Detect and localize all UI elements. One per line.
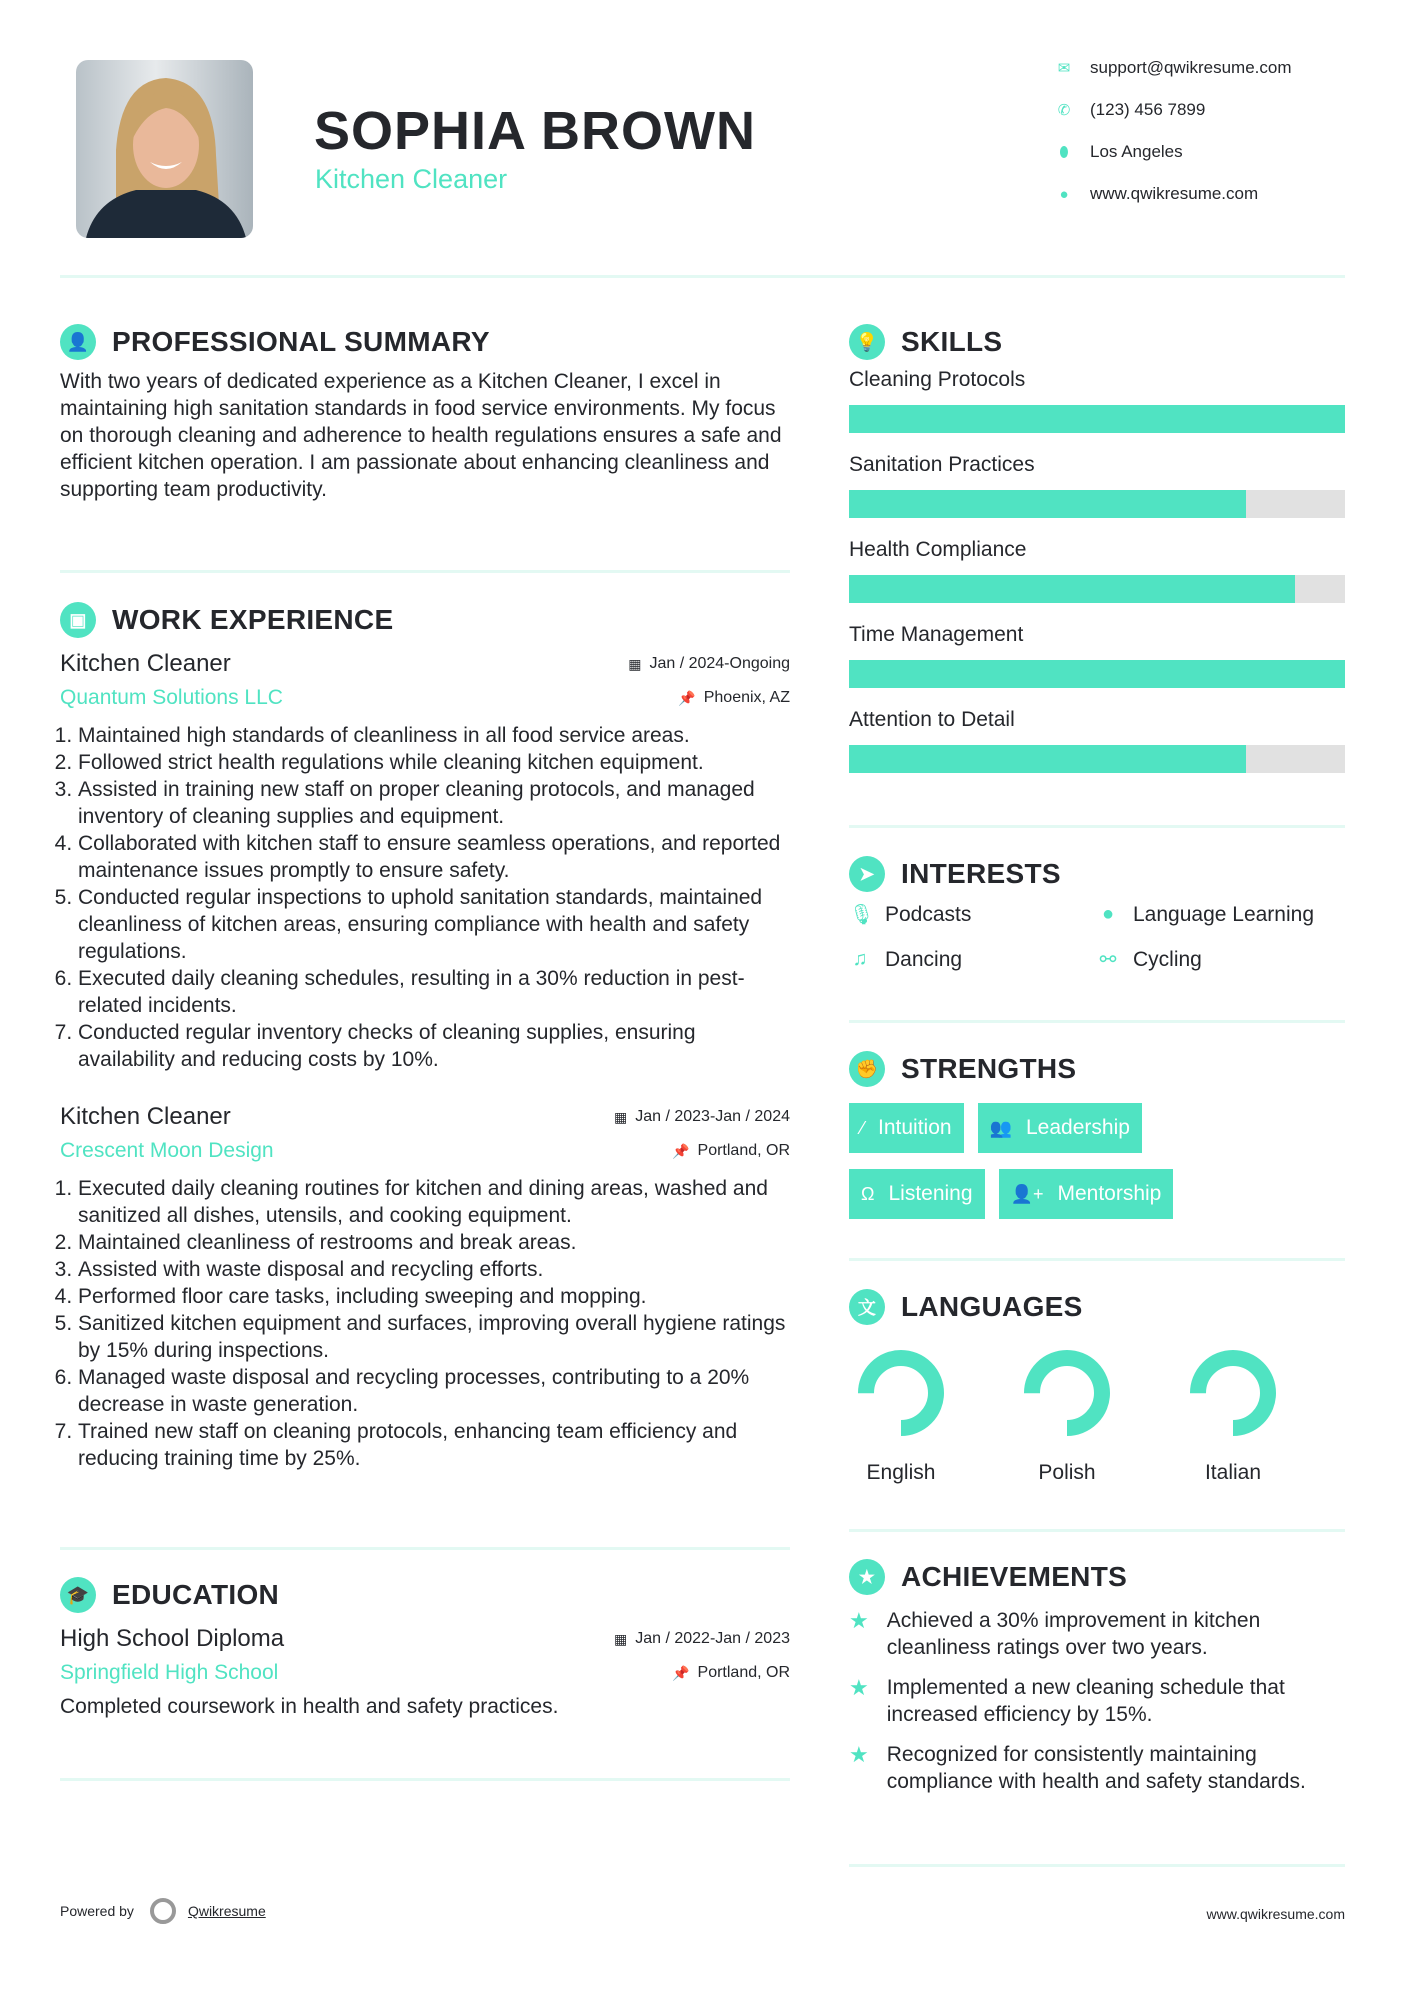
contact-text: Los Angeles: [1090, 142, 1183, 161]
map-pin-icon: ⬮: [1059, 143, 1069, 161]
language-ring-arc: [1032, 1358, 1102, 1428]
skill-item: [849, 453, 1345, 518]
language-name: Polish: [1038, 1461, 1096, 1484]
job-date: [614, 1108, 790, 1126]
job-location: [678, 689, 790, 707]
languages-section: [849, 1289, 1345, 1485]
calendar-icon: ▦: [613, 1630, 628, 1647]
skill-bar: [849, 405, 1345, 433]
interest-item: [1097, 947, 1345, 972]
qwikresume-logo-icon: [150, 1898, 176, 1924]
briefcase-icon: ▣: [60, 602, 96, 638]
skill-bar: [849, 575, 1345, 603]
language-icon: 文: [849, 1289, 885, 1325]
section-divider: [849, 1258, 1345, 1261]
contact-text: (123) 456 7899: [1090, 100, 1206, 119]
section-header: [60, 602, 790, 638]
company-name: Quantum Solutions LLC: [60, 686, 283, 709]
globe-icon: ●: [1101, 903, 1115, 925]
strength-tag: [849, 1169, 985, 1219]
language-ring: [851, 1343, 951, 1443]
list-item: 7. Trained new staff on cleaning protocols, enhancing team efficiency and reducing training time by 25%.: [78, 1418, 790, 1472]
section-title: STRENGTHS: [901, 1053, 1077, 1084]
contact-text: support@qwikresume.com: [1090, 58, 1292, 77]
language-name: English: [866, 1461, 936, 1484]
microphone-icon: 🎙: [849, 904, 875, 926]
skill-bar: [849, 490, 1345, 518]
graduation-icon: 🎓: [60, 1577, 96, 1613]
experience-section: [60, 602, 790, 1472]
skill-bar: [849, 660, 1345, 688]
achievement-item: [849, 1607, 1345, 1661]
company-name: Crescent Moon Design: [60, 1139, 274, 1162]
headphones-icon: Ω: [861, 1183, 875, 1204]
date-text: Jan / 2022-Jan / 2023: [635, 1630, 790, 1647]
pin-icon: 📌: [678, 689, 696, 706]
list-item: 2. Maintained cleanliness of restrooms and break areas.: [78, 1229, 790, 1256]
user-plus-icon: 👤+: [1010, 1183, 1044, 1204]
job-date: [628, 655, 790, 673]
date-text: Jan / 2024-Ongoing: [649, 655, 790, 672]
skill-item: [849, 538, 1345, 603]
powered-by-text: Powered by: [60, 1903, 134, 1919]
achievement-item: [849, 1741, 1345, 1795]
interest-item: [1097, 902, 1345, 927]
skill-name: Attention to Detail: [849, 708, 1015, 731]
tag-label: Intuition: [878, 1116, 952, 1139]
location-text: Phoenix, AZ: [703, 689, 790, 706]
contact-location: [1056, 142, 1183, 162]
section-header: [849, 1051, 1345, 1087]
tag-label: Leadership: [1026, 1116, 1130, 1139]
section-title: INTERESTS: [901, 858, 1061, 889]
location-text: Portland, OR: [697, 1142, 790, 1159]
skill-bar-fill: [849, 490, 1246, 518]
section-header: [849, 324, 1345, 360]
section-header: [60, 1577, 790, 1613]
skill-item: [849, 708, 1345, 773]
language-name: Italian: [1204, 1461, 1262, 1484]
section-title: PROFESSIONAL SUMMARY: [112, 326, 490, 357]
contact-website[interactable]: [1056, 184, 1258, 204]
language-item: [1002, 1343, 1132, 1485]
job-bullets: [60, 1175, 790, 1472]
skill-name: Health Compliance: [849, 538, 1027, 561]
interests-section: [849, 856, 1345, 972]
skill-bar-fill: [849, 660, 1345, 688]
job-location: [672, 1142, 790, 1160]
section-divider: [849, 1529, 1345, 1532]
language-ring-arc: [1198, 1358, 1268, 1428]
list-item: 7. Conducted regular inventory checks of cleaning supplies, ensuring availability and reducing costs by 10%.: [78, 1019, 790, 1073]
interest-label: Cycling: [1133, 947, 1202, 971]
section-divider: [849, 1864, 1345, 1867]
summary-text: With two years of dedicated experience as a Kitchen Cleaner, I excel in maintaining high sanitation standards in food service environments. My focus on thorough cleaning and adherence to health regulations ensures a safe and efficient kitchen operation. I am passionate about enhancing cleanliness and supporting team productivity.: [60, 370, 782, 501]
bicycle-icon: ⚯: [1099, 949, 1117, 971]
brand-link[interactable]: Qwikresume: [187, 1903, 266, 1919]
achievement-text: Achieved a 30% improvement in kitchen cleanliness ratings over two years.: [886, 1609, 1261, 1659]
skill-name: Sanitation Practices: [849, 453, 1035, 476]
list-item: 2. Followed strict health regulations while cleaning kitchen equipment.: [78, 749, 790, 776]
users-icon: 👥: [989, 1117, 1012, 1138]
footer-website[interactable]: www.qwikresume.com: [1206, 1906, 1345, 1922]
achievement-text: Recognized for consistently maintaining compliance with health and safety standards.: [886, 1743, 1306, 1793]
section-title: WORK EXPERIENCE: [112, 604, 394, 635]
fist-icon: ✊: [849, 1051, 885, 1087]
list-item: 3. Assisted in training new staff on proper cleaning protocols, and managed inventory of cleaning supplies and equipment.: [78, 776, 790, 830]
paper-plane-icon: ➤: [849, 856, 885, 892]
job-title: Kitchen Cleaner: [60, 650, 231, 677]
skill-bar-fill: [849, 575, 1295, 603]
section-divider: [60, 1547, 790, 1550]
section-title: ACHIEVEMENTS: [901, 1561, 1128, 1592]
skill-bar-fill: [849, 745, 1246, 773]
list-item: 4. Collaborated with kitchen staff to ensure seamless operations, and reported maintenance issues promptly to ensure safety.: [78, 830, 790, 884]
achievement-text: Implemented a new cleaning schedule that increased efficiency by 15%.: [886, 1676, 1285, 1726]
education-date: [614, 1630, 790, 1648]
language-ring-arc: [866, 1358, 936, 1428]
list-item: 4. Performed floor care tasks, including sweeping and mopping.: [78, 1283, 790, 1310]
list-item: 6. Managed waste disposal and recycling processes, contributing to a 20% decrease in waste generation.: [78, 1364, 790, 1418]
list-item: 1. Maintained high standards of cleanliness in all food service areas.: [78, 722, 790, 749]
date-text: Jan / 2023-Jan / 2024: [635, 1108, 790, 1125]
interest-item: [849, 947, 1097, 972]
strength-tag: [999, 1169, 1174, 1219]
job-entry: [60, 1103, 790, 1472]
section-title: SKILLS: [901, 326, 1003, 357]
strength-tag: [978, 1103, 1142, 1153]
location-text: Portland, OR: [697, 1664, 790, 1681]
tag-label: Listening: [888, 1182, 973, 1205]
section-divider: [849, 1020, 1345, 1023]
skill-item: [849, 623, 1345, 688]
section-header: [849, 1559, 1345, 1595]
star-icon: ★: [849, 1742, 869, 1767]
education-description: Completed coursework in health and safety practices.: [60, 1695, 559, 1718]
language-item: [836, 1343, 966, 1485]
achievements-section: [849, 1559, 1345, 1808]
interest-label: Language Learning: [1133, 902, 1315, 926]
education-section: [60, 1577, 790, 1720]
contact-phone[interactable]: [1056, 100, 1205, 120]
contact-text: www.qwikresume.com: [1090, 184, 1259, 203]
job-title: Kitchen Cleaner: [60, 1103, 231, 1130]
language-ring: [1017, 1343, 1117, 1443]
list-item: 5. Conducted regular inspections to uphold sanitation standards, maintained cleanliness of kitchen areas, ensuring compliance with health and safety regulations.: [78, 884, 790, 965]
calendar-icon: ▦: [628, 655, 642, 672]
job-entry: [60, 650, 790, 1073]
globe-icon: ●: [1059, 185, 1069, 203]
section-divider: [849, 825, 1345, 828]
language-item: [1168, 1343, 1298, 1485]
profile-photo: [76, 60, 253, 238]
skill-name: Time Management: [849, 623, 1024, 646]
magic-wand-icon: ⁄: [861, 1117, 865, 1138]
language-ring: [1183, 1343, 1283, 1443]
skill-bar-fill: [849, 405, 1345, 433]
school-name: Springfield High School: [60, 1661, 279, 1684]
section-title: EDUCATION: [112, 1579, 280, 1610]
contact-email[interactable]: [1056, 58, 1292, 78]
candidate-name: SOPHIA BROWN: [314, 101, 756, 161]
strength-tag: [849, 1103, 964, 1153]
pin-icon: 📌: [672, 1664, 690, 1681]
envelope-icon: ✉: [1057, 60, 1071, 77]
strengths-section: [849, 1051, 1345, 1219]
list-item: 3. Assisted with waste disposal and recycling efforts.: [78, 1256, 790, 1283]
interest-label: Dancing: [885, 947, 963, 971]
skills-section: [849, 324, 1345, 793]
music-note-icon: ♫: [852, 948, 868, 970]
user-icon: 👤: [60, 324, 96, 360]
list-item: 5. Sanitized kitchen equipment and surfaces, improving overall hygiene ratings by 15% during inspections.: [78, 1310, 790, 1364]
job-bullets: [60, 722, 790, 1073]
pin-icon: 📌: [672, 1142, 690, 1159]
star-badge-icon: ★: [849, 1559, 885, 1595]
section-divider: [60, 1778, 790, 1781]
lightbulb-icon: 💡: [849, 324, 885, 360]
star-icon: ★: [849, 1675, 869, 1700]
interest-label: Podcasts: [885, 902, 972, 926]
skill-bar: [849, 745, 1345, 773]
section-title: LANGUAGES: [901, 1291, 1083, 1322]
section-header: [849, 856, 1345, 892]
skill-name: Cleaning Protocols: [849, 368, 1026, 391]
header-divider: [60, 275, 1345, 278]
list-item: 6. Executed daily cleaning schedules, resulting in a 30% reduction in pest-related incidents.: [78, 965, 790, 1019]
achievement-item: [849, 1674, 1345, 1728]
calendar-icon: ▦: [613, 1108, 628, 1125]
phone-icon: ✆: [1057, 102, 1071, 119]
skill-item: [849, 368, 1345, 433]
candidate-role: Kitchen Cleaner: [315, 164, 508, 194]
section-header: [60, 324, 790, 360]
summary-section: [60, 324, 790, 503]
list-item: 1. Executed daily cleaning routines for kitchen and dining areas, washed and sanitized all dishes, utensils, and cooking equipment.: [78, 1175, 790, 1229]
section-header: [849, 1289, 1345, 1325]
education-location: [672, 1664, 790, 1682]
degree: High School Diploma: [60, 1625, 285, 1652]
star-icon: ★: [849, 1608, 869, 1633]
interest-item: [849, 902, 1097, 927]
tag-label: Mentorship: [1057, 1182, 1162, 1205]
footer-powered: [60, 1898, 266, 1924]
section-divider: [60, 570, 790, 573]
